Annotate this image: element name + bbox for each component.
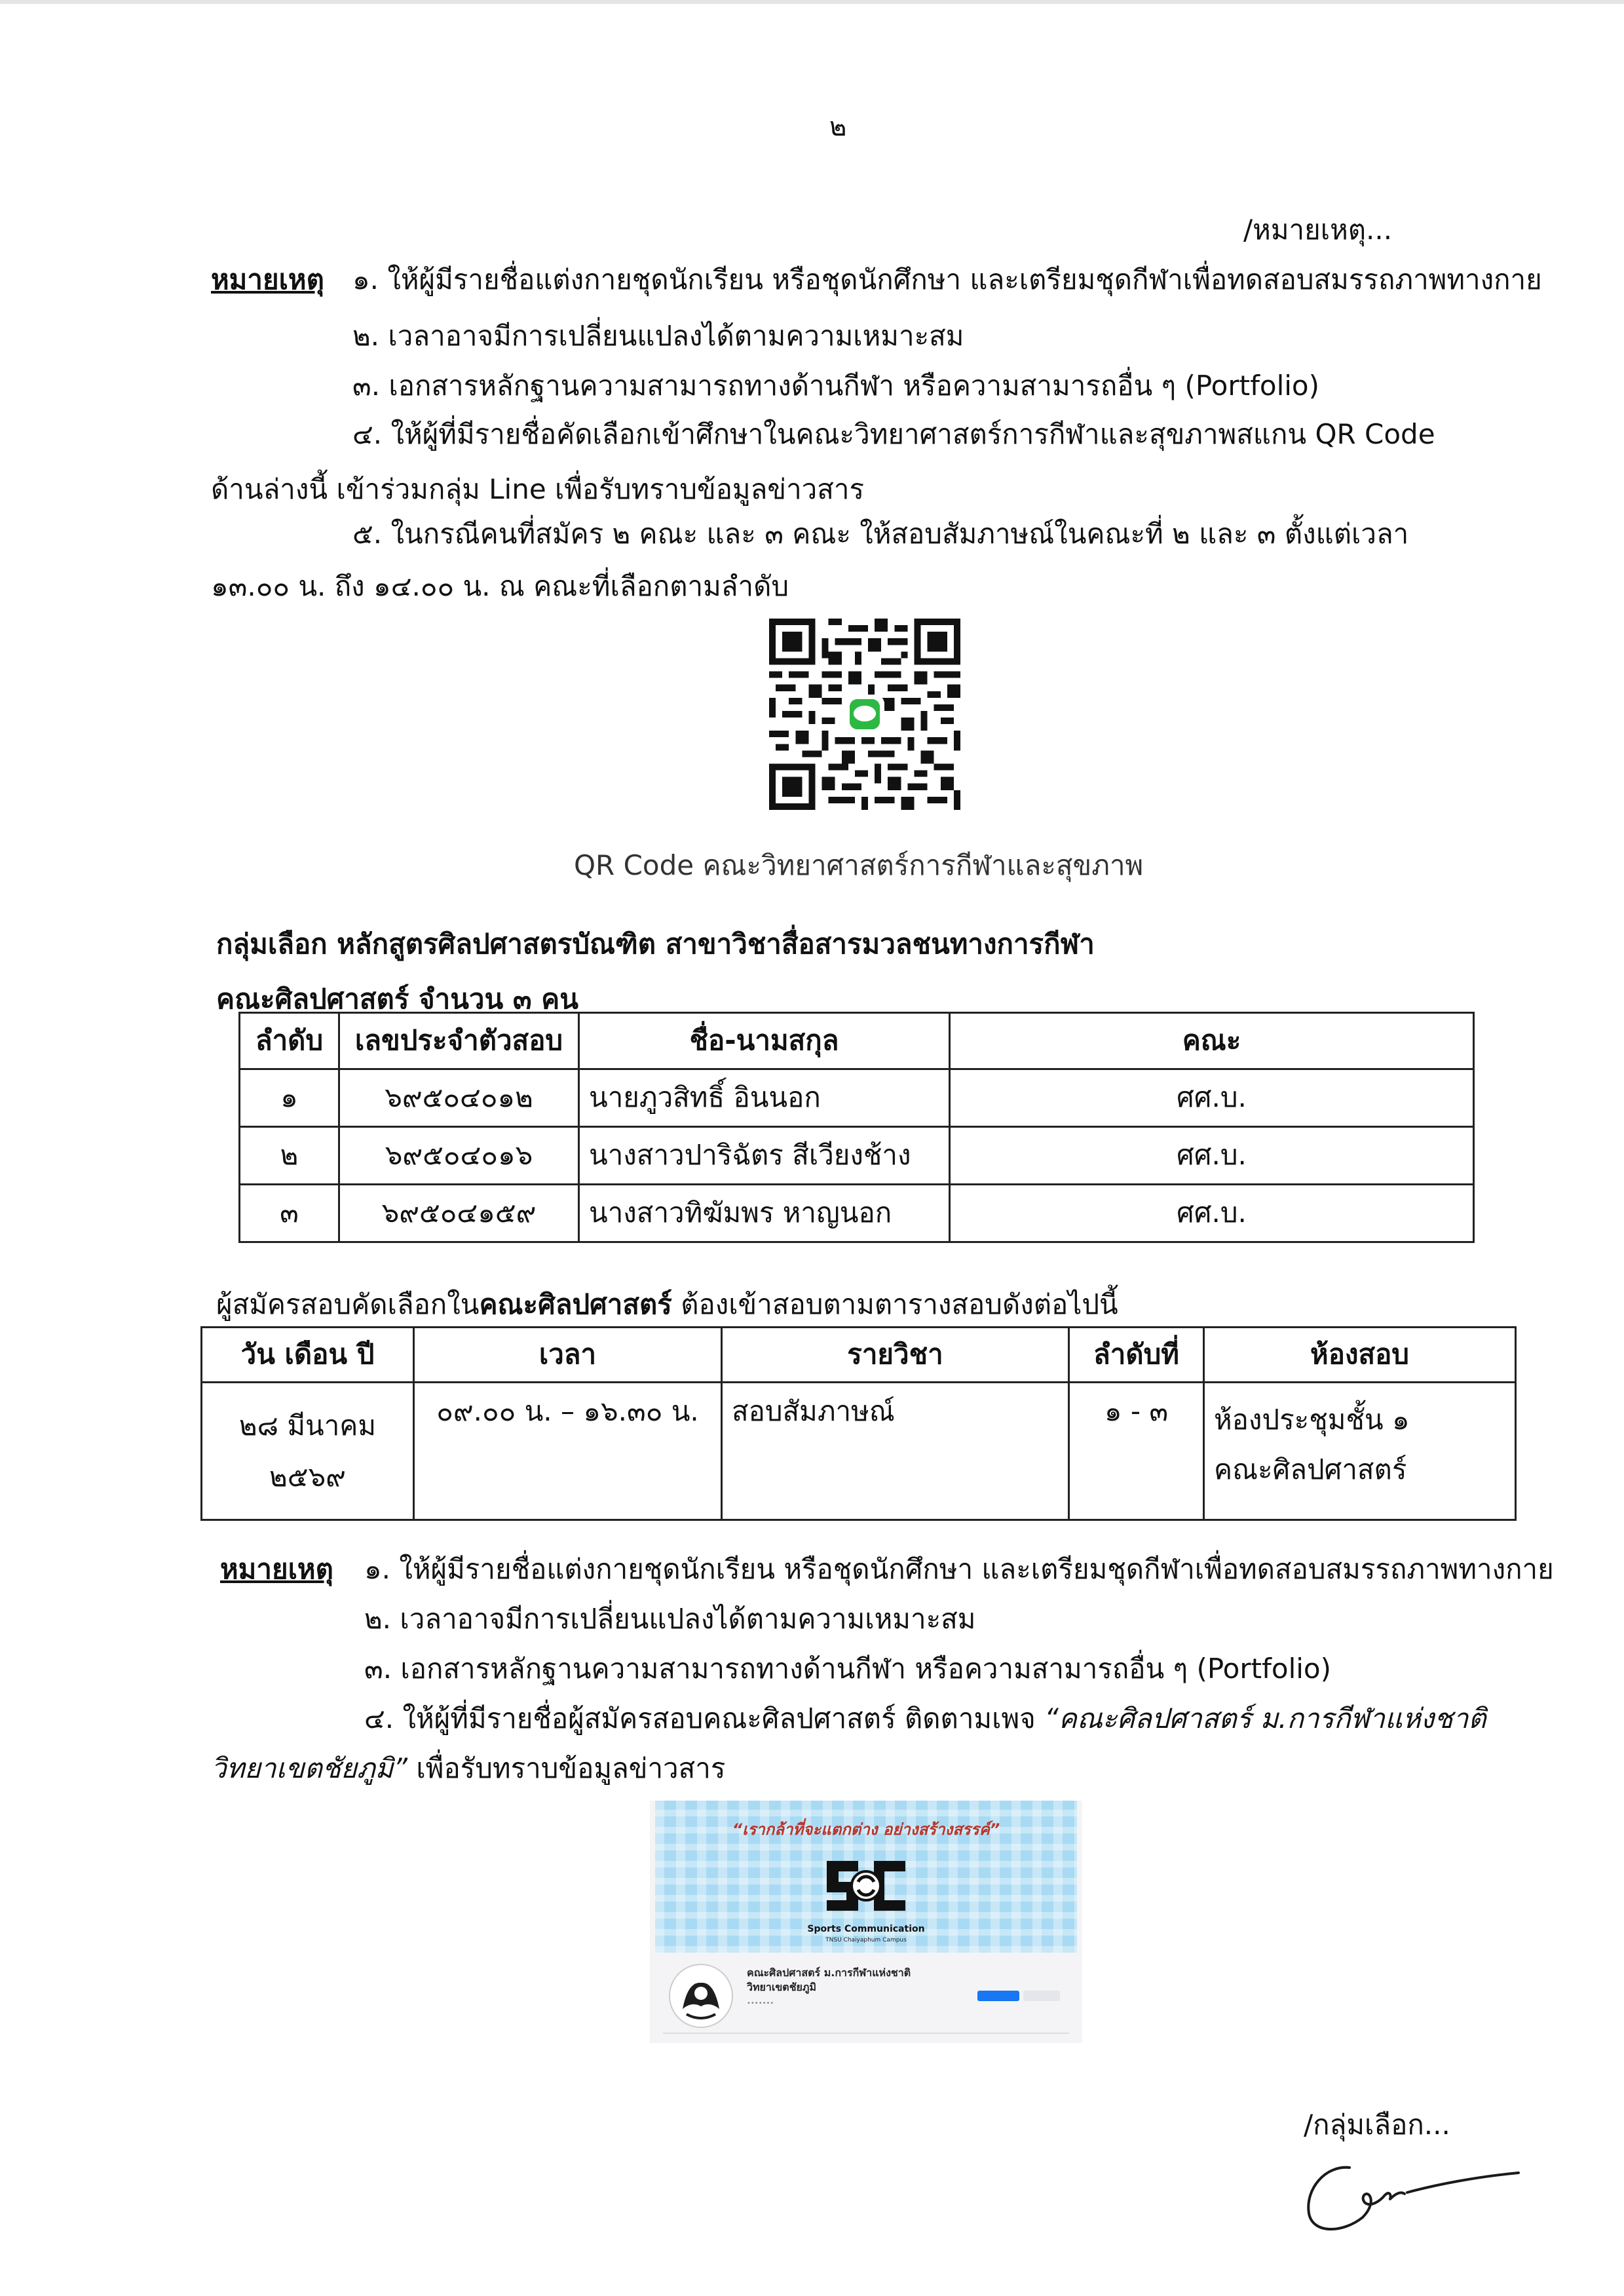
note2-item-3: ๓. เอกสารหลักฐานความสามารถทางด้านกีฬา หรือความสามารถอื่น ๆ (Portfolio) bbox=[364, 1653, 1332, 1685]
col-header-order: ลำดับ bbox=[240, 1013, 339, 1069]
group-heading-line1: กลุ่มเลือก หลักสูตรศิลปศาสตรบัณฑิต สาขาวิชาสื่อสารมวลชนทางการกีฬา bbox=[216, 928, 1095, 960]
schedule-room-line1: ห้องประชุมชั้น ๑ bbox=[1214, 1404, 1410, 1436]
note2-item-2: ๒. เวลาอาจมีการเปลี่ยนแปลงได้ตามความเหมาะสม bbox=[364, 1603, 976, 1635]
table-row bbox=[202, 1383, 1516, 1520]
row-faculty: ศศ.บ. bbox=[950, 1127, 1474, 1185]
schedule-room bbox=[1204, 1383, 1516, 1520]
qr-caption: QR Code คณะวิทยาศาสตร์การกีฬาและสุขภาพ bbox=[574, 849, 1144, 881]
note2-item-1: ๑. ให้ผู้มีรายชื่อแต่งกายชุดนักเรียน หรือชุดนักศึกษา และเตรียมชุดกีฬาเพื่อทดสอบสมรรถภาพทางกาย bbox=[364, 1553, 1554, 1585]
page-number: ๒ bbox=[829, 112, 847, 142]
note2-item-4-before: ๔. ให้ผู้ที่มีรายชื่อผู้สมัครสอบคณะศิลปศาสตร์ ติดตามเพจ bbox=[364, 1702, 1045, 1734]
candidates-header-row bbox=[240, 1013, 1474, 1069]
facebook-page-title bbox=[747, 1966, 911, 1995]
facebook-page-screenshot bbox=[650, 1801, 1082, 2043]
schedule-intro-faculty: คณะศิลปศาสตร์ bbox=[479, 1288, 672, 1320]
note2-item-4-line2 bbox=[211, 1752, 725, 1785]
col-header-date: วัน เดือน ปี bbox=[202, 1328, 414, 1383]
col-header-time: เวลา bbox=[414, 1328, 722, 1383]
row-faculty: ศศ.บ. bbox=[950, 1185, 1474, 1242]
row-order: ๒ bbox=[240, 1127, 339, 1185]
col-header-name: ชื่อ-นามสกุล bbox=[579, 1013, 950, 1069]
schedule-order: ๑ - ๓ bbox=[1069, 1383, 1204, 1520]
col-header-exam-id: เลขประจำตัวสอบ bbox=[339, 1013, 579, 1069]
facebook-page-title-line1: คณะศิลปศาสตร์ ม.การกีฬาแห่งชาติ bbox=[747, 1966, 911, 1979]
col-header-faculty: คณะ bbox=[950, 1013, 1474, 1069]
note2-item-4-after: เพื่อรับทราบข้อมูลข่าวสาร bbox=[407, 1752, 726, 1784]
schedule-date-line1: ๒๘ มีนาคม bbox=[238, 1409, 377, 1442]
facebook-page-name-line1: “คณะศิลปศาสตร์ ม.การกีฬาแห่งชาติ bbox=[1044, 1702, 1486, 1734]
col-header-order: ลำดับที่ bbox=[1069, 1328, 1204, 1383]
schedule-intro-after: ต้องเข้าสอบตามตารางสอบดังต่อไปนี้ bbox=[671, 1288, 1118, 1320]
row-order: ๓ bbox=[240, 1185, 339, 1242]
row-exam-id: ๖๙๕๐๔๐๑๒ bbox=[339, 1069, 579, 1127]
facebook-cover-banner bbox=[655, 1801, 1077, 1953]
row-order: ๑ bbox=[240, 1069, 339, 1127]
schedule-date-line2: ๒๕๖๙ bbox=[269, 1460, 346, 1493]
line-group-qr-code bbox=[769, 619, 960, 810]
banner-subtitle: TNSU Chaiyaphum Campus bbox=[825, 1937, 907, 1943]
candidates-table bbox=[238, 1012, 1475, 1243]
row-name: นายภูวสิทธิ์ อินนอก bbox=[579, 1069, 950, 1127]
schedule-time: ๐๙.๐๐ น. – ๑๖.๓๐ น. bbox=[414, 1383, 722, 1520]
sports-communication-logo-icon bbox=[820, 1853, 912, 1919]
col-header-room: ห้องสอบ bbox=[1204, 1328, 1516, 1383]
schedule-intro-before: ผู้สมัครสอบคัดเลือกใน bbox=[216, 1288, 480, 1320]
exam-schedule-table bbox=[200, 1326, 1517, 1521]
scan-top-edge bbox=[0, 0, 1624, 4]
facebook-page-name-line2: วิทยาเขตชัยภูมิ” bbox=[211, 1752, 408, 1784]
table-row bbox=[240, 1127, 1474, 1185]
row-exam-id: ๖๙๕๐๔๐๑๖ bbox=[339, 1127, 579, 1185]
facebook-page-title-line2: วิทยาเขตชัยภูมิ bbox=[747, 1981, 817, 1993]
faculty-logo-avatar-icon bbox=[668, 1963, 734, 2029]
continued-marker-top: /หมายเหตุ... bbox=[1243, 214, 1393, 246]
row-exam-id: ๖๙๕๐๔๑๕๙ bbox=[339, 1185, 579, 1242]
note-item-1: ๑. ให้ผู้มีรายชื่อแต่งกายชุดนักเรียน หรือชุดนักศึกษา และเตรียมชุดกีฬาเพื่อทดสอบสมรรถภาพทางกาย bbox=[352, 263, 1542, 296]
col-header-subject: รายวิชา bbox=[722, 1328, 1069, 1383]
note-item-2: ๒. เวลาอาจมีการเปลี่ยนแปลงได้ตามความเหมาะสม bbox=[352, 320, 964, 352]
schedule-intro bbox=[216, 1288, 1118, 1321]
schedule-date bbox=[202, 1383, 414, 1520]
schedule-room-line2: คณะศิลปศาสตร์ bbox=[1214, 1453, 1407, 1485]
notes-label-2: หมายเหตุ bbox=[220, 1553, 333, 1585]
note-item-5-line2: ๑๓.๐๐ น. ถึง ๑๔.๐๐ น. ณ คณะที่เลือกตามลำดับ bbox=[211, 570, 789, 602]
row-faculty: ศศ.บ. bbox=[950, 1069, 1474, 1127]
note-item-3: ๓. เอกสารหลักฐานความสามารถทางด้านกีฬา หรือความสามารถอื่น ๆ (Portfolio) bbox=[352, 370, 1320, 402]
facebook-page-meta: ••••••• bbox=[747, 2000, 774, 2007]
banner-slogan: “เรากล้าที่จะแตกต่าง อย่างสร้างสรรค์” bbox=[732, 1820, 1000, 1839]
schedule-subject: สอบสัมภาษณ์ bbox=[722, 1383, 1069, 1520]
facebook-follow-button bbox=[977, 1991, 1019, 2001]
row-name: นางสาวทิฆัมพร หาญนอก bbox=[579, 1185, 950, 1242]
notes-label: หมายเหตุ bbox=[211, 263, 324, 296]
table-row bbox=[240, 1069, 1474, 1127]
note2-item-4-line1 bbox=[364, 1702, 1486, 1735]
facebook-tab-bar bbox=[663, 2033, 1069, 2034]
banner-name: Sports Communication bbox=[807, 1924, 925, 1934]
group-heading-line2: คณะศิลปศาสตร์ จำนวน ๓ คน bbox=[216, 983, 578, 1015]
facebook-message-button bbox=[1023, 1991, 1060, 2001]
table-row bbox=[240, 1185, 1474, 1242]
signature bbox=[1292, 2137, 1534, 2242]
continued-marker-bottom: /กลุ่มเลือก... bbox=[1304, 2109, 1450, 2141]
row-name: นางสาวปาริฉัตร สีเวียงช้าง bbox=[579, 1127, 950, 1185]
note-item-4-line2: ด้านล่างนี้ เข้าร่วมกลุ่ม Line เพื่อรับทราบข้อมูลข่าวสาร bbox=[211, 473, 865, 505]
schedule-header-row bbox=[202, 1328, 1516, 1383]
note-item-5-line1: ๕. ในกรณีคนที่สมัคร ๒ คณะ และ ๓ คณะ ให้สอบสัมภาษณ์ในคณะที่ ๒ และ ๓ ตั้งแต่เวลา bbox=[352, 518, 1409, 550]
note-item-4-line1: ๔. ให้ผู้ที่มีรายชื่อคัดเลือกเข้าศึกษาในคณะวิทยาศาสตร์การกีฬาและสุขภาพสแกน QR Code bbox=[352, 418, 1435, 450]
